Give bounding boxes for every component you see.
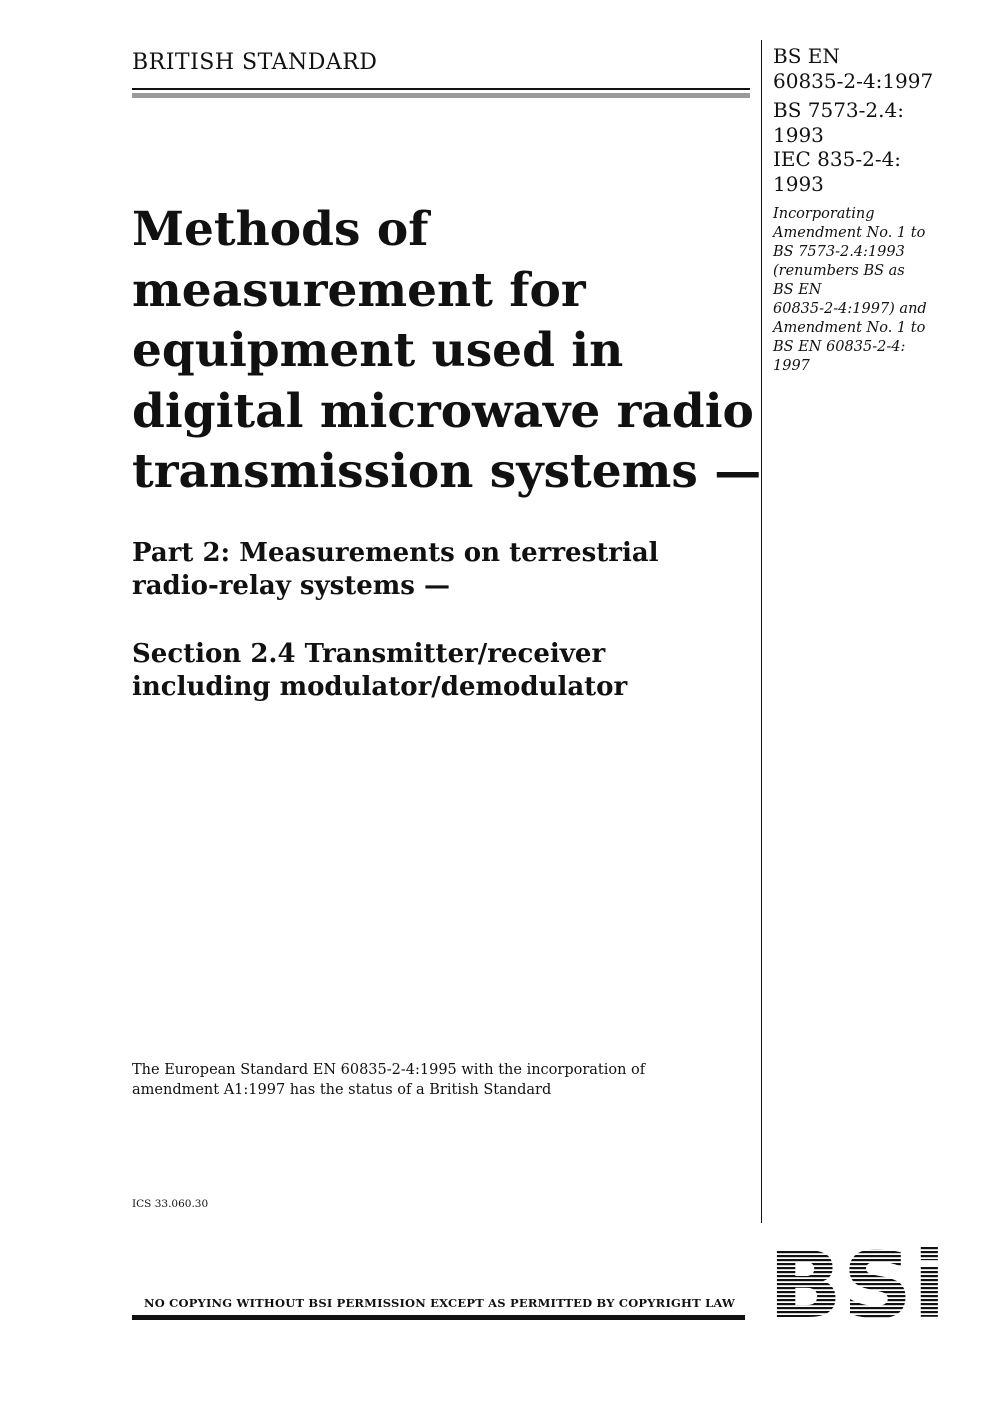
amendment-line: 60835-2-4:1997) and	[773, 301, 927, 317]
title-line: measurement for	[132, 262, 586, 318]
bsi-logo-icon	[768, 1243, 946, 1318]
amendment-note	[773, 205, 958, 376]
amendment-line: BS 7573-2.4:1993	[773, 244, 905, 260]
standard-number-line: 1993	[773, 171, 824, 196]
standard-number-line: IEC 835-2-4:	[773, 147, 902, 171]
status-note	[132, 1060, 752, 1100]
standard-number-line: 60835-2-4:1997	[773, 68, 934, 93]
amendment-line: (renumbers BS as	[773, 263, 905, 279]
vertical-divider	[761, 40, 762, 1223]
title-line: Methods of	[132, 202, 429, 257]
title-line: digital microwave radio	[132, 383, 754, 439]
header-rule-grey	[132, 93, 750, 98]
amendment-line: Amendment No. 1 to	[773, 320, 926, 336]
title-line: equipment used in	[132, 323, 624, 378]
standard-number-line: 1993	[773, 122, 824, 147]
section-title	[132, 638, 757, 704]
section-title-line: Section 2.4 Transmitter/receiver	[132, 639, 606, 669]
header-rule-thin	[132, 88, 750, 90]
part-title	[132, 537, 757, 603]
footer-rule	[132, 1315, 745, 1320]
part-title-line: radio-relay systems —	[132, 571, 450, 601]
amendment-line: BS EN	[773, 282, 822, 298]
standard-number-line: BS 7573-2.4:	[773, 98, 904, 122]
amendment-line: BS EN 60835-2-4:	[773, 339, 906, 355]
copyright-notice: NO COPYING WITHOUT BSI PERMISSION EXCEPT AS PERMITTED BY COPYRIGHT LAW	[144, 1296, 736, 1310]
section-title-line: including modulator/demodulator	[132, 672, 628, 702]
document-title	[132, 200, 762, 503]
standard-number-line: BS EN	[773, 44, 840, 68]
header-label: BRITISH STANDARD	[132, 50, 378, 75]
ics-code: ICS 33.060.30	[132, 1198, 209, 1210]
title-line: transmission systems —	[132, 444, 762, 499]
status-note-line: amendment A1:1997 has the status of a British Standard	[132, 1082, 552, 1098]
part-title-line: Part 2: Measurements on terrestrial	[132, 538, 659, 568]
status-note-line: The European Standard EN 60835-2-4:1995 with the incorporation of	[132, 1062, 646, 1078]
amendment-line: Incorporating	[773, 206, 875, 222]
amendment-line: Amendment No. 1 to	[773, 225, 926, 241]
standard-numbers	[773, 44, 973, 196]
amendment-line: 1997	[773, 358, 810, 374]
